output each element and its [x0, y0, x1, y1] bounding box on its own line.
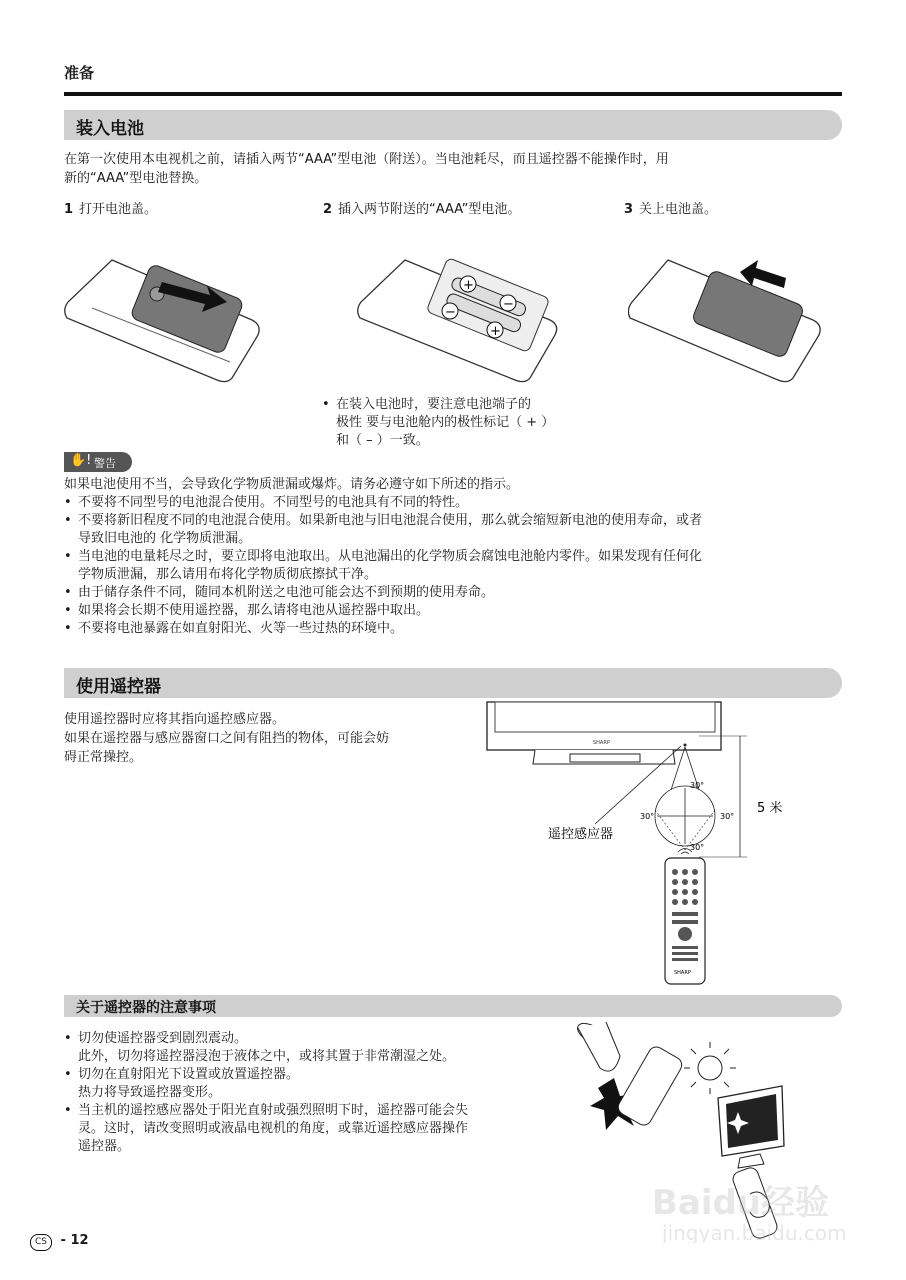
page-separator: - [60, 1233, 71, 1248]
list-line: • 切勿在直射阳光下设置或放置遥控器。 [78, 1067, 300, 1082]
list-line: • 当电池的电量耗尽之时，要立即将电池取出。从电池漏出的化学物质会腐蚀电池舱内零件。如果发现有任何化 [78, 549, 703, 564]
svg-text:+: + [490, 324, 501, 339]
list-line: • 由于储存条件不同，随同本机附送之电池可能会达不到预期的使用寿命。 [78, 585, 495, 600]
svg-text:−: − [445, 305, 456, 320]
angle-bottom-label: 30° [690, 843, 705, 852]
section-precautions-header [64, 995, 842, 1017]
step-2 [323, 198, 520, 217]
spilled-cup-icon [574, 1019, 684, 1130]
step-number: 2 [323, 202, 333, 217]
list-item [64, 548, 844, 584]
section-battery-title: 装入电池 [76, 119, 144, 139]
note-line: 和（ – ）一致。 [336, 433, 429, 448]
note-line: 极性 要与电池舱内的极性标记（ + ） [336, 415, 555, 430]
step-number: 3 [624, 202, 634, 217]
angle-top-label: 30° [690, 781, 705, 790]
polarity-note [322, 396, 602, 450]
list-line: • 如果将会长期不使用遥控器，那么请将电池从遥控器中取出。 [78, 603, 430, 618]
warning-list [64, 494, 844, 638]
warning-label: 警告 [94, 457, 116, 470]
warning-intro: 如果电池使用不当，会导致化学物质泄漏或爆炸。请务必遵守如下所述的指示。 [64, 477, 520, 492]
page-number: 12 [70, 1233, 89, 1248]
remote-range-diagram [485, 700, 805, 990]
insert-batteries-illustration [355, 250, 565, 385]
battery-intro [64, 150, 844, 188]
list-line: 此外，切勿将遥控器浸泡于液体之中，或将其置于非常潮湿之处。 [78, 1049, 456, 1064]
list-item [64, 584, 844, 602]
section-precautions-title: 关于遥控器的注意事项 [76, 1000, 216, 1016]
text-line: 使用遥控器时应将其指向遥控感应器。 [64, 712, 286, 727]
step-3 [624, 198, 717, 217]
svg-text:+: + [463, 278, 474, 293]
list-line: • 不要将新旧程度不同的电池混合使用。如果新电池与旧电池混合使用，那么就会缩短新电池的使用寿命，或者 [78, 513, 703, 528]
watermark-url: jingyan.baidu.com [662, 1221, 847, 1243]
list-line: • 当主机的遥控感应器处于阳光直射或强烈照明下时，遥控器可能会失 [78, 1103, 469, 1118]
note-line: • 在装入电池时，要注意电池端子的 [336, 397, 532, 412]
list-item [64, 620, 844, 638]
remote-usage-text [64, 710, 484, 767]
step-text: 打开电池盖。 [79, 202, 158, 217]
sun-icon [684, 1042, 736, 1094]
page-footer [30, 1233, 89, 1251]
section-remote-header [64, 668, 842, 698]
section-battery-header [64, 110, 842, 140]
close-cover-illustration [628, 250, 828, 385]
precautions-illustration [570, 1018, 860, 1243]
warning-badge [64, 452, 132, 472]
list-item [64, 1030, 574, 1066]
sensor-label: 遥控感应器 [548, 827, 614, 842]
step-number: 1 [64, 202, 74, 217]
svg-text:−: − [503, 297, 514, 312]
text-line: 碍正常操控。 [64, 750, 143, 765]
list-item [64, 1102, 574, 1156]
note-bullet [322, 396, 602, 450]
angle-left-label: 30° [640, 812, 655, 821]
tv-glare-icon [718, 1086, 784, 1168]
step-text: 插入两节附送的“AAA”型电池。 [338, 202, 521, 217]
section-remote-title: 使用遥控器 [76, 677, 161, 697]
list-item [64, 512, 844, 548]
list-line: • 切勿使遥控器受到剧烈震动。 [78, 1031, 248, 1046]
distance-label: 5 米 [757, 801, 783, 816]
battery-intro-line: 在第一次使用本电视机之前，请插入两节“AAA”型电池（附送）。当电池耗尽，而且遥控器不能操作时，用 [64, 152, 669, 167]
step-1 [64, 198, 157, 217]
list-line: • 不要将不同型号的电池混合使用。不同型号的电池具有不同的特性。 [78, 495, 469, 510]
angle-right-label: 30° [720, 812, 735, 821]
remote-brand: SHARP [674, 970, 691, 976]
step-text: 关上电池盖。 [639, 202, 718, 217]
remote-control-icon [665, 849, 705, 985]
sensor-dot [684, 744, 687, 747]
open-cover-illustration [62, 250, 262, 385]
list-line: 导致旧电池的 化学物质泄漏。 [78, 531, 252, 546]
hand-warning-icon: ✋! [70, 453, 92, 468]
list-line: 灵。这时，请改变照明或液晶电视机的角度，或靠近遥控感应器操作 [78, 1121, 469, 1136]
list-line: • 不要将电池暴露在如直射阳光、火等一些过热的环境中。 [78, 621, 404, 636]
list-item [64, 494, 844, 512]
list-line: 热力将导致遥控器变形。 [78, 1085, 222, 1100]
watermark [652, 1183, 847, 1243]
list-item [64, 1066, 574, 1102]
header-rule [64, 92, 842, 96]
chapter-title: 准备 [64, 64, 95, 82]
language-badge: CS [30, 1234, 52, 1251]
battery-intro-line: 新的“AAA”型电池替换。 [64, 171, 208, 186]
tv-brand: SHARP [593, 740, 610, 746]
watermark-logo: Baidu经验 [652, 1183, 830, 1223]
list-line: 学物质泄漏，那么请用布将化学物质彻底擦拭干净。 [78, 567, 378, 582]
precautions-list [64, 1030, 574, 1156]
list-line: 遥控器。 [78, 1139, 131, 1154]
text-line: 如果在遥控器与感应器窗口之间有阻挡的物体，可能会妨 [64, 731, 390, 746]
list-item [64, 602, 844, 620]
